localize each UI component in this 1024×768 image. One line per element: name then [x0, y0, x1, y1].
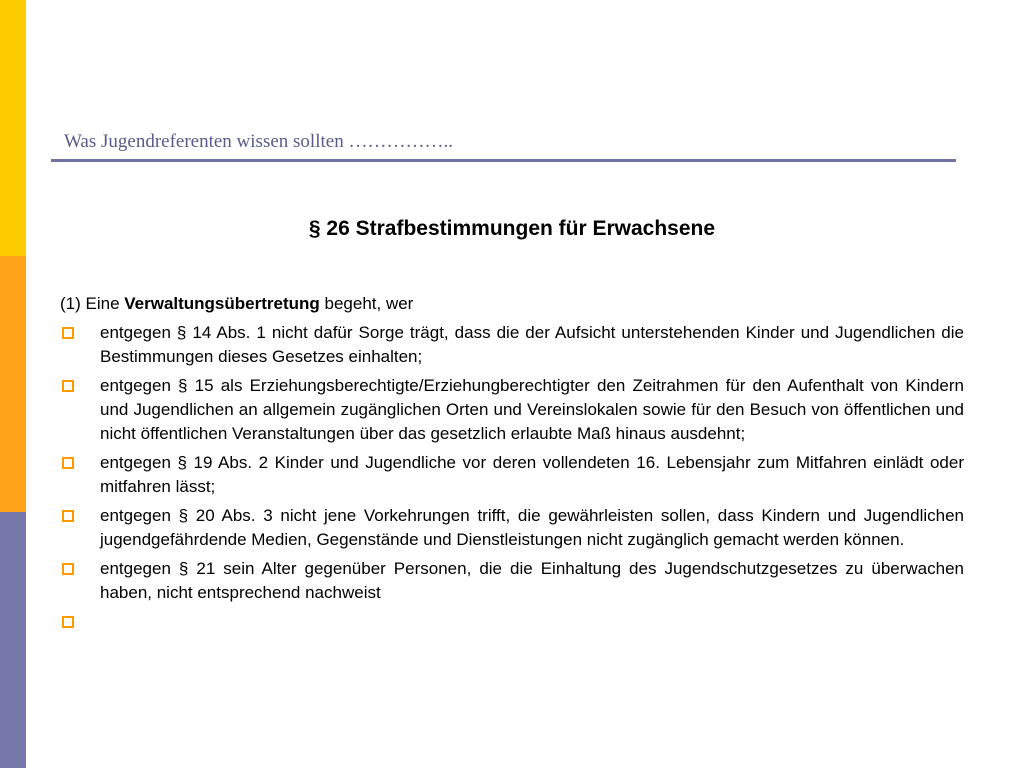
intro-prefix: (1) Eine [60, 294, 125, 313]
bullet-item [60, 374, 964, 446]
bullet-item [60, 321, 964, 369]
sidebar-segment-purple [0, 512, 26, 768]
square-bullet-icon [62, 380, 74, 392]
bullet-text: entgegen § 14 Abs. 1 nicht dafür Sorge trägt, dass die der Aufsicht unterstehenden Kinder und Jugendlichen die Bestimmungen dieses Gesetzes einhalten; [100, 323, 964, 366]
bullet-item [60, 557, 964, 605]
header-divider [51, 159, 956, 162]
bullet-text: entgegen § 19 Abs. 2 Kinder und Jugendliche vor deren vollendeten 16. Lebensjahr zum Mitfahren einlädt oder mitfahren lässt; [100, 453, 964, 496]
square-bullet-icon [62, 563, 74, 575]
bullet-list [60, 321, 964, 639]
intro-suffix: begeht, wer [319, 294, 414, 313]
bullet-item [60, 451, 964, 499]
sidebar-segment-orange [0, 256, 26, 512]
bullet-item [60, 504, 964, 552]
square-bullet-icon [62, 457, 74, 469]
intro-bold-term: Verwaltungsübertretung [124, 294, 320, 313]
header-title: Was Jugendreferenten wissen sollten …………….. [64, 131, 453, 152]
intro-line [60, 294, 413, 314]
slide-title: § 26 Strafbestimmungen für Erwachsene [308, 217, 716, 240]
bullet-text: entgegen § 15 als Erziehungsberechtigte/Erziehungberechtigter den Zeitrahmen für den Aufenthalt von Kindern und Jugendlichen an allgemein zugänglichen Orten und Vereinslokalen sowie für den Besuch von öffentlichen und nicht öffentlichen Veranstaltungen über das gesetzlich erlaubte Maß hinaus ausdehnt; [100, 376, 964, 443]
square-bullet-icon [62, 510, 74, 522]
square-bullet-icon [62, 327, 74, 339]
bullet-text: entgegen § 20 Abs. 3 nicht jene Vorkehrungen trifft, die gewährleisten sollen, dass Kindern und Jugendlichen jugendgefährdende Medien, Gegenstände und Dienstleistungen nicht zugänglich gemacht werden können. [100, 506, 964, 549]
square-bullet-icon [62, 616, 74, 628]
bullet-text: entgegen § 21 sein Alter gegenüber Personen, die die Einhaltung des Jugendschutzgesetzes zu überwachen haben, nicht entsprechend nachweist [100, 559, 964, 602]
bullet-item-empty [60, 610, 964, 634]
sidebar-segment-yellow [0, 0, 26, 256]
